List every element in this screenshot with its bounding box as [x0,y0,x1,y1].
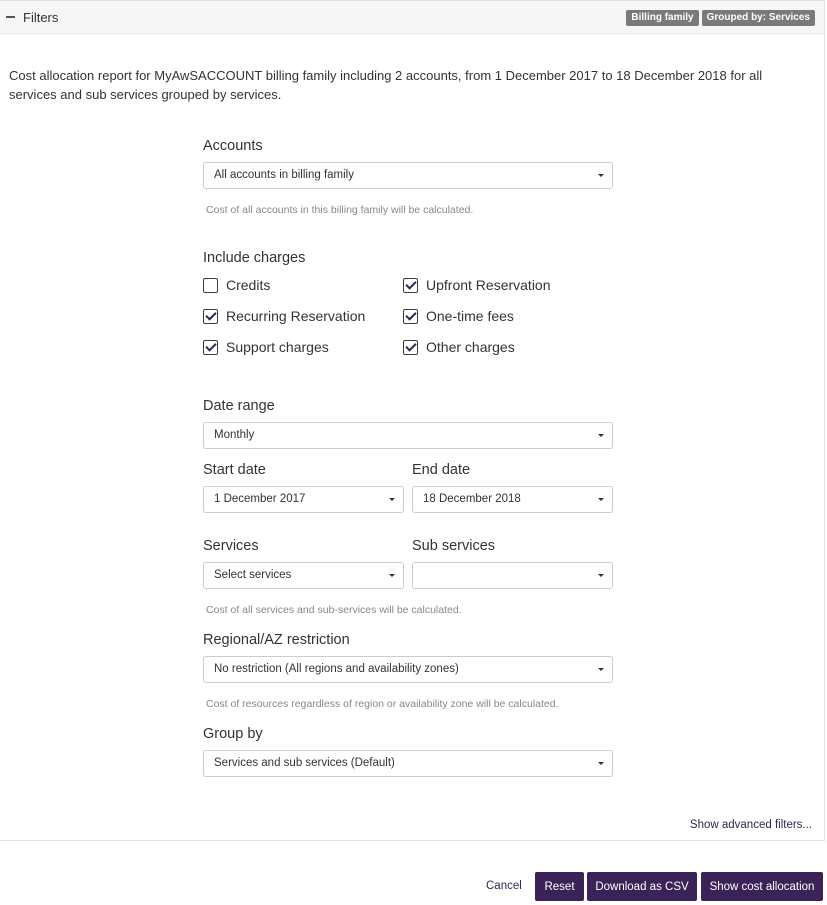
upfront-reservation-checkbox[interactable] [403,277,551,293]
action-bar [0,872,827,902]
reset-button[interactable]: Reset [535,872,584,901]
group-by-select[interactable] [203,750,613,777]
services-select[interactable] [203,562,404,589]
billing-family-badge: Billing family [626,10,698,26]
group-by-label: Group by [203,726,263,742]
credits-checkbox[interactable] [203,277,270,293]
support-charges-checkbox[interactable] [203,339,329,355]
collapse-icon[interactable] [6,16,15,18]
start-date-label: Start date [203,462,266,478]
accounts-select-value: All accounts in billing family [214,169,354,181]
services-help: Cost of all services and sub-services will be calculated. [206,604,462,616]
accounts-help: Cost of all accounts in this billing family will be calculated. [206,204,474,216]
regional-help: Cost of resources regardless of region or availability zone will be calculated. [206,698,559,710]
one-time-fees-checkbox[interactable] [403,308,514,324]
chevron-down-icon [598,574,604,577]
accounts-select[interactable] [203,162,613,189]
show-cost-allocation-button[interactable]: Show cost allocation [701,872,823,901]
chevron-down-icon [598,174,604,177]
support-charges-checkbox-box[interactable] [203,340,218,355]
credits-checkbox-box[interactable] [203,278,218,293]
support-charges-label: Support charges [226,339,329,355]
start-date-select[interactable] [203,486,404,513]
show-advanced-filters-link[interactable]: Show advanced filters... [689,819,812,831]
download-csv-button[interactable]: Download as CSV [587,872,697,901]
filter-badges [626,10,815,26]
recurring-reservation-checkbox-box[interactable] [203,309,218,324]
chevron-down-icon [389,574,395,577]
other-charges-checkbox[interactable] [403,339,515,355]
chevron-down-icon [389,498,395,501]
other-charges-label: Other charges [426,339,515,355]
regional-restriction-select[interactable] [203,656,613,683]
start-date-select-value: 1 December 2017 [214,493,306,505]
end-date-select[interactable] [412,486,613,513]
credits-label: Credits [226,277,271,293]
chevron-down-icon [598,434,604,437]
regional-restriction-label: Regional/AZ restriction [203,632,350,648]
include-charges-label: Include charges [203,250,306,266]
chevron-down-icon [598,762,604,765]
services-label: Services [203,538,259,554]
date-range-label: Date range [203,398,275,414]
upfront-reservation-checkbox-box[interactable] [403,278,418,293]
services-select-value: Select services [214,569,292,581]
one-time-fees-checkbox-box[interactable] [403,309,418,324]
report-description: Cost allocation report for MyAwSACCOUNT billing family including 2 accounts, from 1 December 2017 to 18 December 2018 for all services and sub services grouped by services. [9,68,763,102]
one-time-fees-label: One-time fees [426,308,514,324]
chevron-down-icon [598,498,604,501]
grouped-by-badge: Grouped by: Services [702,10,815,26]
filters-header[interactable] [0,1,824,34]
date-range-select[interactable] [203,422,613,449]
other-charges-checkbox-box[interactable] [403,340,418,355]
end-date-select-value: 18 December 2018 [423,493,521,505]
sub-services-select[interactable] [412,562,613,589]
end-date-label: End date [412,462,471,478]
recurring-reservation-label: Recurring Reservation [226,308,366,324]
accounts-label: Accounts [203,138,263,154]
date-range-select-value: Monthly [214,429,255,441]
chevron-down-icon [598,668,604,671]
regional-restriction-select-value: No restriction (All regions and availability zones) [214,663,459,675]
upfront-reservation-label: Upfront Reservation [426,277,551,293]
filters-title: Filters [23,10,59,25]
recurring-reservation-checkbox[interactable] [203,308,365,324]
group-by-select-value: Services and sub services (Default) [214,757,395,769]
sub-services-label: Sub services [412,538,496,554]
cancel-link[interactable]: Cancel [486,880,522,892]
